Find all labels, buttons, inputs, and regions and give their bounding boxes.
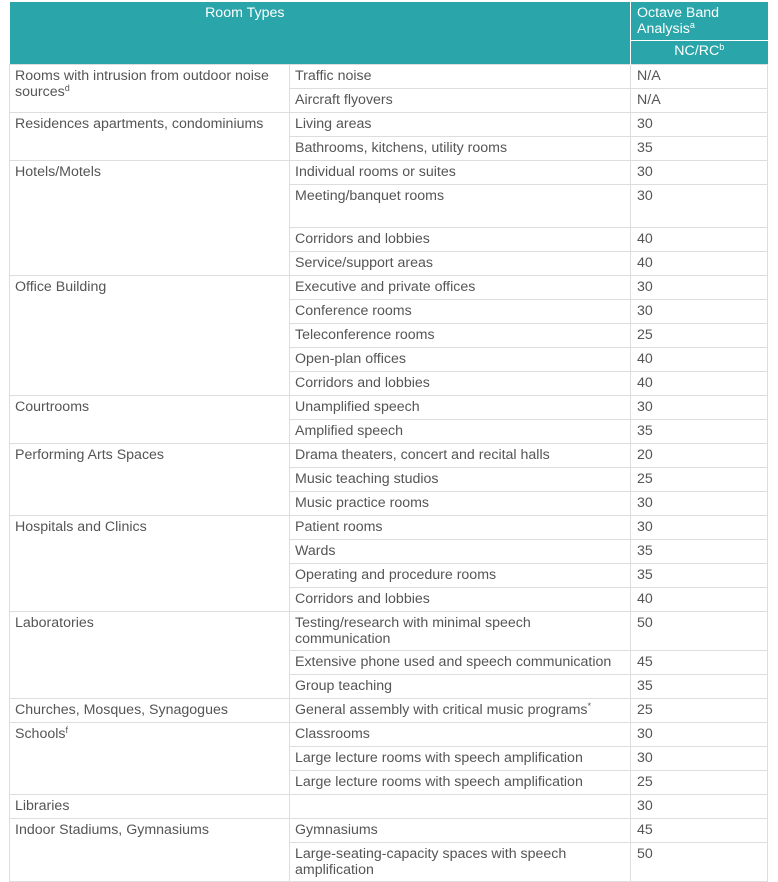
space-type-label: Service/support areas	[295, 255, 434, 271]
nc-rc-value-cell	[631, 113, 768, 137]
table-body	[10, 65, 768, 882]
room-category-cell	[10, 723, 290, 795]
nc-rc-value: 30	[637, 798, 653, 814]
table-row	[10, 396, 768, 420]
nc-rc-value-cell	[631, 843, 768, 882]
space-type-cell	[290, 843, 631, 882]
nc-rc-value-cell	[631, 540, 768, 564]
space-type-cell	[290, 675, 631, 699]
table-row	[10, 516, 768, 540]
space-type-label: Bathrooms, kitchens, utility rooms	[295, 140, 508, 156]
room-category-cell	[10, 699, 290, 723]
nc-rc-value: 40	[637, 351, 653, 367]
nc-rc-value-cell	[631, 795, 768, 819]
nc-rc-value: 45	[637, 822, 653, 838]
nc-rc-value-cell	[631, 161, 768, 185]
nc-rc-value: 30	[637, 188, 653, 204]
nc-rc-value: 30	[637, 116, 653, 132]
nc-rc-value: 25	[637, 471, 653, 487]
space-type-label: Open-plan offices	[295, 351, 406, 367]
table-row	[10, 113, 768, 137]
nc-rc-value: 45	[637, 654, 653, 670]
space-type-cell	[290, 540, 631, 564]
nc-rc-value-cell	[631, 699, 768, 723]
room-category-footnote: d	[64, 83, 70, 93]
nc-rc-value: 35	[637, 423, 653, 439]
room-category-cell	[10, 795, 290, 819]
nc-rc-value: 30	[637, 399, 653, 415]
space-type-label: Corridors and lobbies	[295, 231, 430, 247]
space-type-cell	[290, 795, 631, 819]
space-type-label: Music teaching studios	[295, 471, 439, 487]
space-type-cell	[290, 348, 631, 372]
space-type-cell	[290, 699, 631, 723]
space-type-cell	[290, 492, 631, 516]
nc-rc-value: 30	[637, 519, 653, 535]
room-category-label: Hotels/Motels	[15, 164, 101, 180]
nc-rc-footnote: b	[719, 42, 725, 52]
nc-rc-value-cell	[631, 747, 768, 771]
room-category-label: Churches, Mosques, Synagogues	[15, 702, 228, 718]
nc-rc-value: 30	[637, 279, 653, 295]
space-type-cell	[290, 516, 631, 540]
nc-rc-value-cell	[631, 468, 768, 492]
space-type-cell	[290, 185, 631, 228]
space-type-label: Classrooms	[295, 726, 370, 742]
nc-rc-value: 50	[637, 846, 653, 862]
noise-criteria-table	[9, 2, 768, 882]
room-types-header	[10, 2, 631, 65]
space-type-label: Corridors and lobbies	[295, 591, 430, 607]
space-type-cell	[290, 372, 631, 396]
space-type-cell	[290, 65, 631, 89]
table-row	[10, 444, 768, 468]
room-category-label: Indoor Stadiums, Gymnasiums	[15, 822, 209, 838]
table-row	[10, 699, 768, 723]
nc-rc-header	[631, 41, 768, 65]
nc-rc-value: 40	[637, 375, 653, 391]
room-category-label: Laboratories	[15, 615, 94, 631]
table-row	[10, 723, 768, 747]
nc-rc-value-cell	[631, 396, 768, 420]
nc-rc-value: 25	[637, 327, 653, 343]
space-type-cell	[290, 161, 631, 185]
nc-rc-value-cell	[631, 564, 768, 588]
nc-rc-label: NC/RC	[674, 43, 720, 59]
space-type-label: Operating and procedure rooms	[295, 567, 497, 583]
room-category-footnote: f	[65, 725, 68, 735]
room-category-cell	[10, 113, 290, 161]
space-type-label: Aircraft flyovers	[295, 92, 393, 108]
room-category-cell	[10, 276, 290, 396]
space-type-label: Conference rooms	[295, 303, 412, 319]
space-type-cell	[290, 468, 631, 492]
room-category-label: Courtrooms	[15, 399, 90, 415]
room-category-cell	[10, 65, 290, 113]
nc-rc-value-cell	[631, 651, 768, 675]
room-category-label: Performing Arts Spaces	[15, 447, 165, 463]
nc-rc-value: 35	[637, 140, 653, 156]
space-type-label: Gymnasiums	[295, 822, 378, 838]
room-category-cell	[10, 161, 290, 276]
nc-rc-value-cell	[631, 348, 768, 372]
nc-rc-value: 40	[637, 231, 653, 247]
nc-rc-value: 35	[637, 678, 653, 694]
header-row	[10, 2, 768, 41]
nc-rc-value-cell	[631, 252, 768, 276]
nc-rc-value-cell	[631, 137, 768, 161]
space-type-label: Meeting/banquet rooms	[295, 188, 445, 204]
room-category-label: Libraries	[15, 798, 70, 814]
nc-rc-value: 25	[637, 702, 653, 718]
room-category-cell	[10, 612, 290, 699]
space-type-label: General assembly with critical music programs	[295, 702, 588, 718]
space-type-cell	[290, 612, 631, 651]
nc-rc-value-cell	[631, 819, 768, 843]
space-type-footnote: *	[587, 701, 592, 711]
space-type-label: Testing/research with minimal speech communication	[295, 615, 531, 647]
space-type-cell	[290, 651, 631, 675]
space-type-cell	[290, 588, 631, 612]
room-category-cell	[10, 396, 290, 444]
space-type-cell	[290, 420, 631, 444]
space-type-label: Patient rooms	[295, 519, 383, 535]
room-category-cell	[10, 819, 290, 882]
space-type-label: Large lecture rooms with speech amplification	[295, 774, 583, 790]
nc-rc-value: 50	[637, 615, 653, 631]
room-category-label: Schools	[15, 726, 66, 742]
table-row	[10, 819, 768, 843]
space-type-label: Individual rooms or suites	[295, 164, 456, 180]
space-type-label: Traffic noise	[295, 68, 372, 84]
space-type-label: Teleconference rooms	[295, 327, 435, 343]
room-category-label: Office Building	[15, 279, 107, 295]
room-types-label: Room Types	[205, 5, 285, 21]
nc-rc-value-cell	[631, 723, 768, 747]
space-type-cell	[290, 252, 631, 276]
space-type-cell	[290, 137, 631, 161]
space-type-cell	[290, 89, 631, 113]
space-type-cell	[290, 723, 631, 747]
octave-band-header	[631, 2, 768, 41]
noise-criteria-table-container	[9, 2, 767, 882]
room-category-cell	[10, 444, 290, 516]
nc-rc-value: 30	[637, 495, 653, 511]
space-type-cell	[290, 276, 631, 300]
room-category-cell	[10, 516, 290, 612]
nc-rc-value: 35	[637, 543, 653, 559]
nc-rc-value: 30	[637, 303, 653, 319]
space-type-label: Large lecture rooms with speech amplification	[295, 750, 583, 766]
space-type-cell	[290, 396, 631, 420]
nc-rc-value-cell	[631, 771, 768, 795]
space-type-cell	[290, 819, 631, 843]
nc-rc-value-cell	[631, 228, 768, 252]
nc-rc-value: 30	[637, 164, 653, 180]
nc-rc-value: N/A	[637, 68, 661, 84]
space-type-cell	[290, 300, 631, 324]
space-type-cell	[290, 747, 631, 771]
nc-rc-value-cell	[631, 89, 768, 113]
table-row	[10, 65, 768, 89]
nc-rc-value: 40	[637, 591, 653, 607]
nc-rc-value-cell	[631, 420, 768, 444]
nc-rc-value-cell	[631, 492, 768, 516]
nc-rc-value-cell	[631, 276, 768, 300]
space-type-label: Living areas	[295, 116, 372, 132]
space-type-cell	[290, 228, 631, 252]
nc-rc-value-cell	[631, 612, 768, 651]
space-type-cell	[290, 324, 631, 348]
space-type-label: Amplified speech	[295, 423, 404, 439]
octave-band-label: Octave Band Analysis	[637, 5, 720, 37]
nc-rc-value-cell	[631, 372, 768, 396]
nc-rc-value-cell	[631, 324, 768, 348]
octave-band-footnote: a	[689, 20, 695, 30]
room-category-label: Rooms with intrusion from outdoor noise sources	[15, 68, 269, 100]
nc-rc-value: 40	[637, 255, 653, 271]
nc-rc-value: N/A	[637, 92, 661, 108]
nc-rc-value-cell	[631, 516, 768, 540]
table-row	[10, 276, 768, 300]
nc-rc-value-cell	[631, 300, 768, 324]
nc-rc-value: 30	[637, 726, 653, 742]
nc-rc-value-cell	[631, 65, 768, 89]
space-type-label: Drama theaters, concert and recital halls	[295, 447, 550, 463]
space-type-label: Extensive phone used and speech communication	[295, 654, 612, 670]
table-row	[10, 161, 768, 185]
nc-rc-value-cell	[631, 588, 768, 612]
space-type-label: Corridors and lobbies	[295, 375, 430, 391]
space-type-label: Large-seating-capacity spaces with speech amplification	[295, 846, 567, 878]
nc-rc-value: 30	[637, 750, 653, 766]
table-row	[10, 795, 768, 819]
nc-rc-value: 25	[637, 774, 653, 790]
space-type-label: Group teaching	[295, 678, 393, 694]
space-type-label: Executive and private offices	[295, 279, 476, 295]
table-row	[10, 612, 768, 651]
nc-rc-value-cell	[631, 444, 768, 468]
space-type-label: Music practice rooms	[295, 495, 430, 511]
space-type-cell	[290, 564, 631, 588]
space-type-cell	[290, 113, 631, 137]
space-type-label: Unamplified speech	[295, 399, 420, 415]
space-type-cell	[290, 771, 631, 795]
nc-rc-value-cell	[631, 675, 768, 699]
space-type-cell	[290, 444, 631, 468]
room-category-label: Residences apartments, condominiums	[15, 116, 264, 132]
space-type-label: Wards	[295, 543, 336, 559]
nc-rc-value-cell	[631, 185, 768, 228]
nc-rc-value: 20	[637, 447, 653, 463]
room-category-label: Hospitals and Clinics	[15, 519, 147, 535]
nc-rc-value: 35	[637, 567, 653, 583]
